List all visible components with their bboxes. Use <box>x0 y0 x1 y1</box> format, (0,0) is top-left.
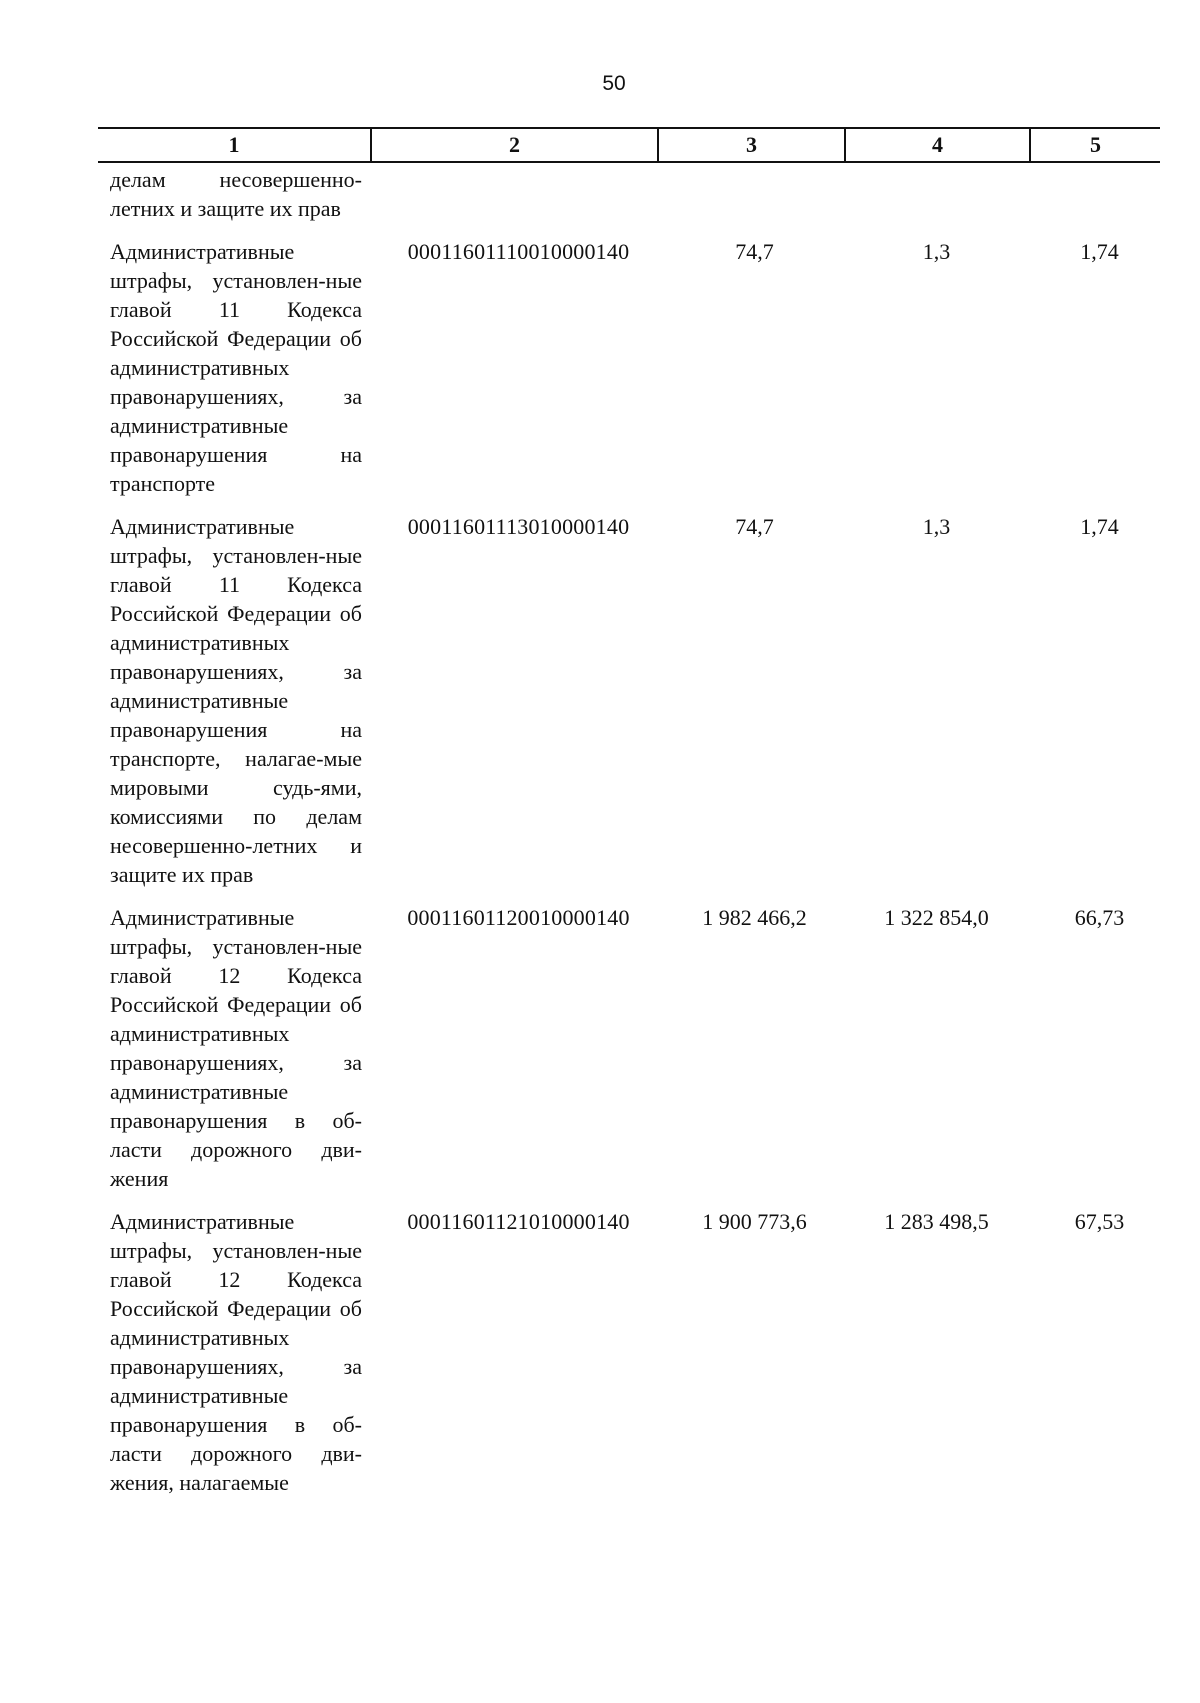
row-code <box>370 165 657 223</box>
page-number: 50 <box>602 72 626 95</box>
header-col-1: 1 <box>228 132 240 157</box>
row-description: Административные штрафы, установлен-ные главой 12 Кодекса Российской Федерации об административных правонарушениях, за административные правонарушения в об-ласти дорожного дви-жения, налагаемые <box>110 1209 362 1495</box>
header-col-5: 5 <box>1029 129 1160 161</box>
header-col-4: 4 <box>844 129 1029 161</box>
row-col4-value: 1 322 854,0 <box>884 905 989 930</box>
row-col4-value: 1,3 <box>922 239 951 264</box>
table-row <box>98 237 1160 498</box>
row-col3-value: 74,7 <box>735 514 774 539</box>
row-code: 00011601120010000140 <box>407 905 630 930</box>
row-col3-value: 1 982 466,2 <box>702 905 807 930</box>
row-description: Административные штрафы, установлен-ные главой 12 Кодекса Российской Федерации об административных правонарушениях, за административные правонарушения в об-ласти дорожного дви-жения <box>110 905 362 1191</box>
table-row <box>98 903 1160 1193</box>
row-col5-value: 1,74 <box>1080 239 1119 264</box>
row-col4-value: 1,3 <box>922 514 951 539</box>
row-col5-value: 67,53 <box>1074 1209 1125 1234</box>
row-col3-value <box>657 165 844 223</box>
table-row <box>98 1207 1160 1497</box>
row-col5-value: 1,74 <box>1080 514 1119 539</box>
table-row <box>98 512 1160 889</box>
row-col5-value <box>1029 165 1160 223</box>
row-col5-value: 66,73 <box>1074 905 1125 930</box>
row-col3-value: 74,7 <box>735 239 774 264</box>
row-description: Административные штрафы, установлен-ные главой 11 Кодекса Российской Федерации об административных правонарушениях, за административные правонарушения на транспорте, налагае-мые мировыми судь-ями, комиссиями по делам несовершенно-летних и защите их прав <box>110 514 362 887</box>
row-description: Административные штрафы, установлен-ные главой 11 Кодекса Российской Федерации об административных правонарушениях, за административные правонарушения на транспорте <box>110 239 362 496</box>
table-header <box>98 127 1160 163</box>
row-code: 00011601121010000140 <box>407 1209 630 1234</box>
header-col-3: 3 <box>657 129 844 161</box>
row-col4-value: 1 283 498,5 <box>884 1209 989 1234</box>
row-code: 00011601113010000140 <box>407 514 630 539</box>
row-description: делам несовершенно-летних и защите их прав <box>110 167 362 221</box>
header-col-2: 2 <box>370 129 657 161</box>
table-body <box>98 165 1160 1511</box>
table-row <box>98 165 1160 223</box>
row-col4-value <box>844 165 1029 223</box>
row-col3-value: 1 900 773,6 <box>702 1209 807 1234</box>
row-code: 00011601110010000140 <box>407 239 630 264</box>
